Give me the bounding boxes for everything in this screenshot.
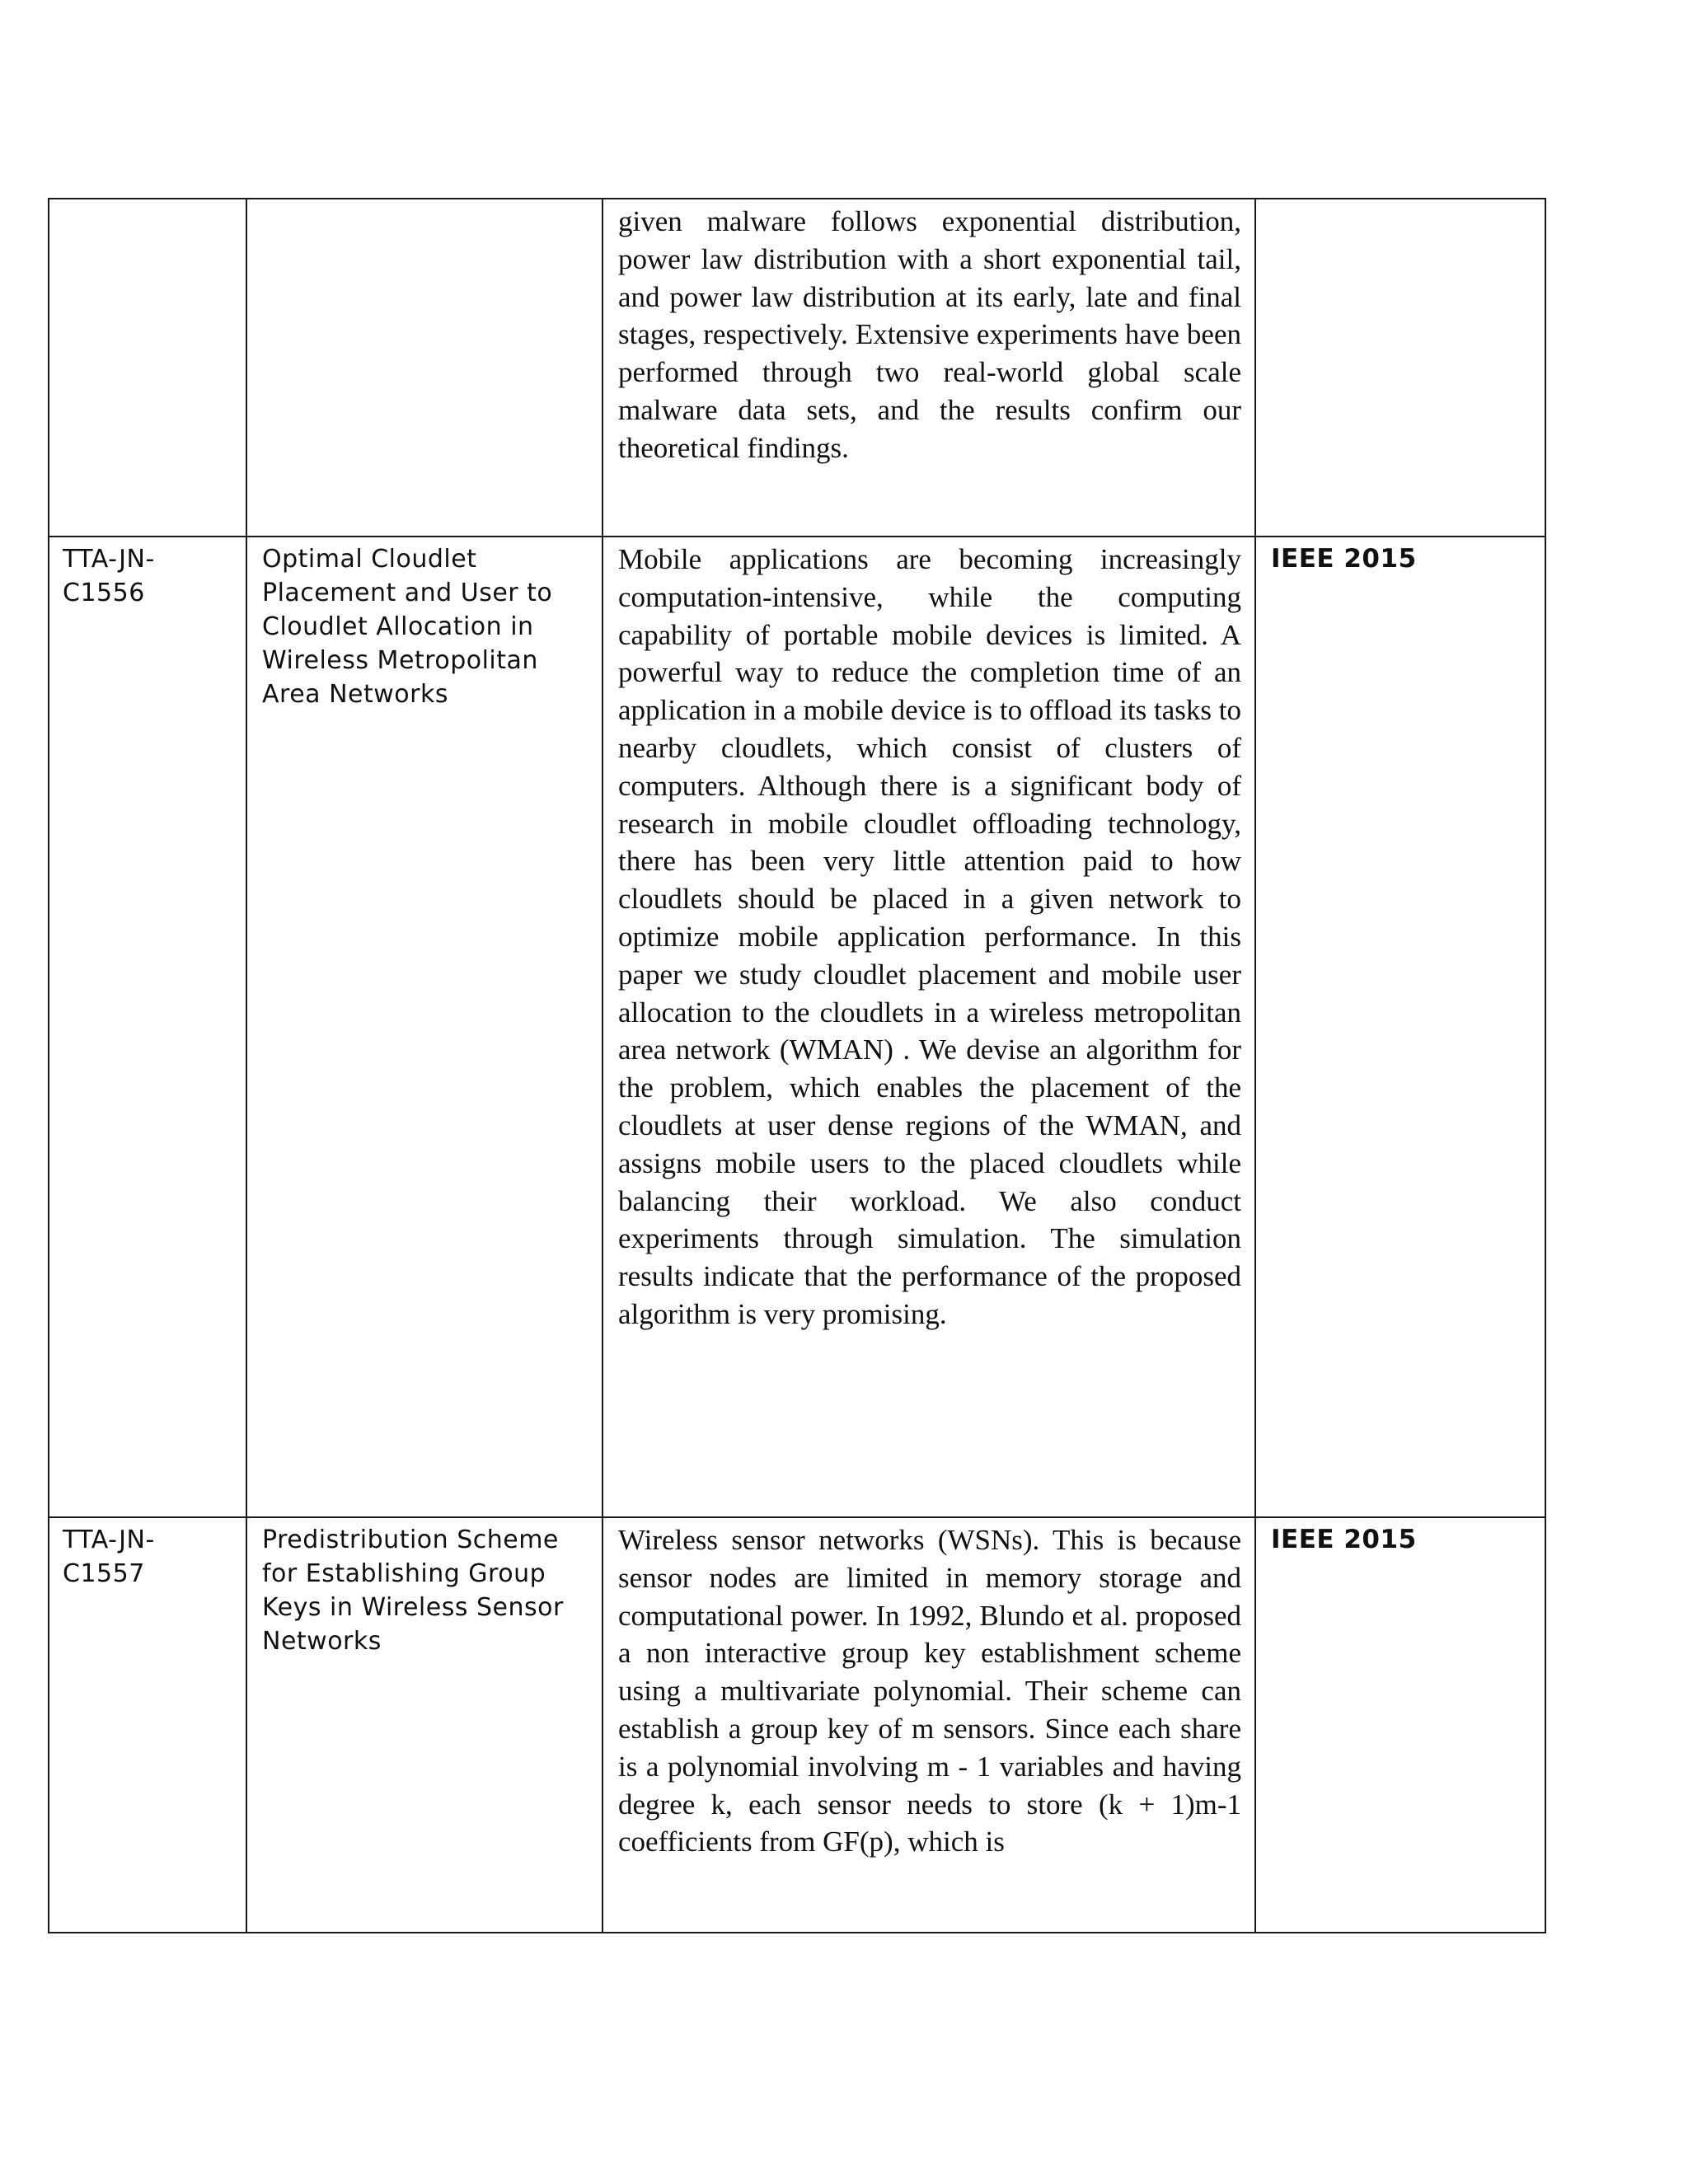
project-code	[49, 199, 246, 537]
table-row	[49, 1517, 1545, 1933]
abstract-text: Wireless sensor networks (WSNs). This is because sensor nodes are limited in memory storage and computational power. In 1992, Blundo et al. proposed a non interactive group key establishment scheme using a multivariate polynomial. Their scheme can establish a group key of m sensors. Since each share is a polynomial involving m - 1 variables and having degree k, each sensor needs to store (k + 1)m-1 coefficients from GF(p), which is	[618, 1524, 1241, 1858]
project-title: Predistribution Scheme for Establishing Group Keys in Wireless Sensor Networks	[246, 1517, 603, 1933]
abstract-text: given malware follows exponential distribution, power law distribution with a short exponential tail, and power law distribution at its early, late and final stages, respectively. Extensive experiments have been performed through two real-world global scale malware data sets, and the results confirm our theoretical findings.	[618, 205, 1241, 464]
project-year: IEEE 2015	[1255, 1517, 1545, 1933]
project-abstract	[603, 1517, 1255, 1933]
project-table	[48, 198, 1546, 1933]
table-row	[49, 537, 1545, 1517]
project-year	[1255, 199, 1545, 537]
table-row	[49, 199, 1545, 537]
project-abstract	[603, 199, 1255, 537]
project-code: TTA-JN-C1556	[49, 537, 246, 1517]
project-year: IEEE 2015	[1255, 537, 1545, 1517]
abstract-text: Mobile applications are becoming increasingly computation-intensive, while the computing capability of portable mobile devices is limited. A powerful way to reduce the completion time of an application in a mobile device is to offload its tasks to nearby cloudlets, which consist of clusters of computers. Although there is a significant body of research in mobile cloudlet offloading technology, there has been very little attention paid to how cloudlets should be placed in a given network to optimize mobile application performance. In this paper we study cloudlet placement and mobile user allocation to the cloudlets in a wireless metropolitan area network (WMAN) . We devise an algorithm for the problem, which enables the placement of the cloudlets at user dense regions of the WMAN, and assigns mobile users to the placed cloudlets while balancing their workload. We also conduct experiments through simulation. The simulation results indicate that the performance of the proposed algorithm is very promising.	[618, 543, 1241, 1330]
project-title: Optimal Cloudlet Placement and User to Cloudlet Allocation in Wireless Metropolitan Area Networks	[246, 537, 603, 1517]
project-abstract	[603, 537, 1255, 1517]
project-title	[246, 199, 603, 537]
project-code: TTA-JN-C1557	[49, 1517, 246, 1933]
